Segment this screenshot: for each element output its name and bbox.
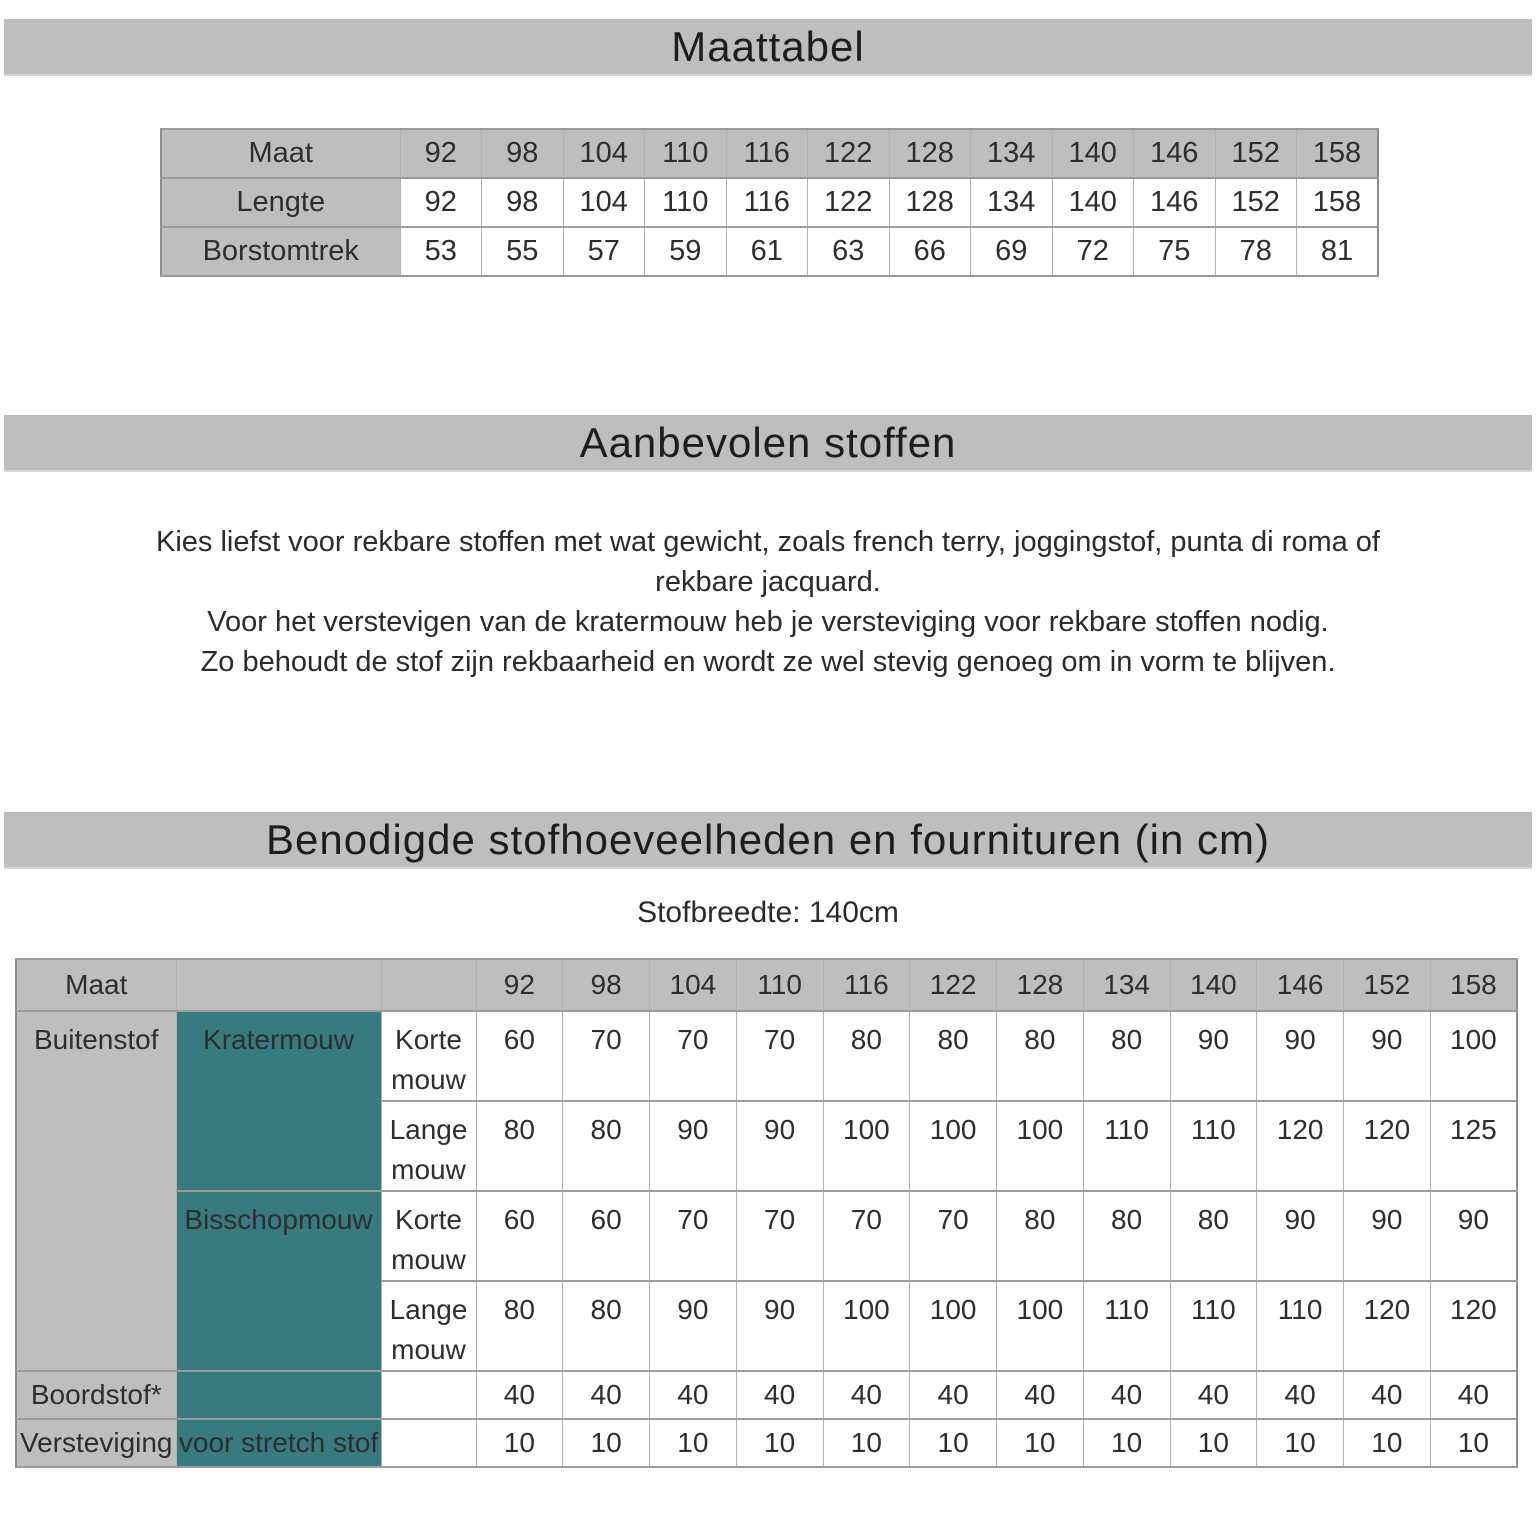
table-cell: 90 bbox=[1170, 1011, 1257, 1101]
table-cell: 40 bbox=[910, 1371, 997, 1419]
size-header-cell: 110 bbox=[645, 129, 727, 178]
table-cell: 80 bbox=[997, 1191, 1084, 1281]
size-header-cell: 146 bbox=[1257, 959, 1344, 1011]
boordstof-row bbox=[16, 1371, 1517, 1419]
table-cell: 116 bbox=[726, 178, 808, 227]
requirements-header-row bbox=[16, 959, 1517, 1011]
table-cell: 80 bbox=[476, 1281, 563, 1371]
kratermouw-label-cell: Kratermouw bbox=[176, 1011, 381, 1191]
table-cell: 10 bbox=[997, 1419, 1084, 1467]
table-cell: 120 bbox=[1344, 1281, 1431, 1371]
table-cell: 110 bbox=[1083, 1101, 1170, 1191]
fabric-width-subtitle: Stofbreedte: 140cm bbox=[637, 896, 899, 929]
sleeve-type-cell: Lange mouw bbox=[381, 1281, 476, 1371]
table-cell: 70 bbox=[823, 1191, 910, 1281]
table-cell: 60 bbox=[476, 1011, 563, 1101]
table-cell: 90 bbox=[1257, 1011, 1344, 1101]
table-cell: 90 bbox=[736, 1101, 823, 1191]
table-cell: 10 bbox=[563, 1419, 650, 1467]
section-title-maattabel: Maattabel bbox=[671, 22, 865, 70]
size-table-header-row bbox=[161, 129, 1378, 178]
table-cell: 80 bbox=[1083, 1011, 1170, 1101]
table-cell: 10 bbox=[1083, 1419, 1170, 1467]
table-cell: 140 bbox=[1052, 178, 1134, 227]
sleeve-type-cell: Korte mouw bbox=[381, 1011, 476, 1101]
table-cell: 59 bbox=[645, 227, 727, 276]
table-cell: 80 bbox=[476, 1101, 563, 1191]
table-cell: 80 bbox=[997, 1011, 1084, 1101]
table-cell: 60 bbox=[563, 1191, 650, 1281]
table-cell: 128 bbox=[889, 178, 971, 227]
table-cell: 40 bbox=[736, 1371, 823, 1419]
table-cell: 80 bbox=[1083, 1191, 1170, 1281]
table-cell: 75 bbox=[1134, 227, 1216, 276]
table-cell: 40 bbox=[476, 1371, 563, 1419]
table-cell: 70 bbox=[910, 1191, 997, 1281]
versteviging-label-cell: Versteviging bbox=[16, 1419, 176, 1467]
size-header-cell: 116 bbox=[726, 129, 808, 178]
table-cell: 63 bbox=[808, 227, 890, 276]
table-cell: 152 bbox=[1215, 178, 1297, 227]
table-cell: 90 bbox=[1430, 1191, 1517, 1281]
section-title-benodigd: Benodigde stofhoeveelheden en fournituren (in cm) bbox=[266, 815, 1270, 863]
table-cell: 110 bbox=[1257, 1281, 1344, 1371]
table-cell: 80 bbox=[1170, 1191, 1257, 1281]
table-cell: 70 bbox=[650, 1191, 737, 1281]
table-cell: 40 bbox=[1170, 1371, 1257, 1419]
paragraph-line: Kies liefst voor rekbare stoffen met wat gewicht, zoals french terry, joggingstof, punta di roma of bbox=[156, 526, 1380, 558]
table-cell: 70 bbox=[563, 1011, 650, 1101]
table-cell: 10 bbox=[1257, 1419, 1344, 1467]
table-cell: 10 bbox=[736, 1419, 823, 1467]
size-header-cell: 146 bbox=[1134, 129, 1216, 178]
section-banner-maattabel bbox=[4, 19, 1532, 76]
lengte-row bbox=[161, 178, 1378, 227]
bisschopmouw-korte-row bbox=[16, 1191, 1517, 1281]
section-title-stoffen: Aanbevolen stoffen bbox=[579, 418, 957, 466]
table-cell: 10 bbox=[1170, 1419, 1257, 1467]
corner-label-cell: Maat bbox=[16, 959, 176, 1011]
paragraph-line: Voor het verstevigen van de kratermouw heb je versteviging voor rekbare stoffen nodig. bbox=[207, 606, 1329, 638]
size-header-cell: 128 bbox=[997, 959, 1084, 1011]
size-header-cell: 98 bbox=[563, 959, 650, 1011]
table-cell: 53 bbox=[400, 227, 482, 276]
section-banner-benodigd bbox=[4, 812, 1532, 869]
table-cell: 55 bbox=[482, 227, 564, 276]
versteviging-note-cell: voor stretch stof bbox=[176, 1419, 381, 1467]
table-cell: 10 bbox=[1344, 1419, 1431, 1467]
table-cell: 110 bbox=[645, 178, 727, 227]
table-cell: 120 bbox=[1430, 1281, 1517, 1371]
table-cell: 10 bbox=[910, 1419, 997, 1467]
size-header-cell: 128 bbox=[889, 129, 971, 178]
table-cell: 90 bbox=[1344, 1191, 1431, 1281]
table-cell: 90 bbox=[1344, 1011, 1431, 1101]
table-cell: 125 bbox=[1430, 1101, 1517, 1191]
table-cell: 10 bbox=[476, 1419, 563, 1467]
table-cell: 110 bbox=[1170, 1281, 1257, 1371]
size-header-cell: 104 bbox=[650, 959, 737, 1011]
table-cell: 40 bbox=[650, 1371, 737, 1419]
paragraph-line: Zo behoudt de stof zijn rekbaarheid en wordt ze wel stevig genoeg om in vorm te blijven. bbox=[200, 646, 1336, 678]
size-header-cell: 158 bbox=[1430, 959, 1517, 1011]
buitenstof-label-cell: Buitenstof bbox=[16, 1011, 176, 1371]
size-header-cell: 152 bbox=[1215, 129, 1297, 178]
table-cell: 40 bbox=[823, 1371, 910, 1419]
table-cell: 90 bbox=[1257, 1191, 1344, 1281]
teal-empty-cell bbox=[176, 1371, 381, 1419]
table-cell: 90 bbox=[650, 1101, 737, 1191]
table-cell: 10 bbox=[650, 1419, 737, 1467]
table-cell: 100 bbox=[910, 1281, 997, 1371]
table-cell: 66 bbox=[889, 227, 971, 276]
empty-header-cell bbox=[176, 959, 381, 1011]
table-cell: 10 bbox=[823, 1419, 910, 1467]
size-header-cell: 110 bbox=[736, 959, 823, 1011]
size-header-cell: 92 bbox=[400, 129, 482, 178]
table-cell: 40 bbox=[1344, 1371, 1431, 1419]
empty-cell bbox=[381, 1371, 476, 1419]
table-cell: 70 bbox=[650, 1011, 737, 1101]
table-cell: 61 bbox=[726, 227, 808, 276]
size-header-cell: 134 bbox=[971, 129, 1053, 178]
table-cell: 10 bbox=[1430, 1419, 1517, 1467]
size-header-cell: 122 bbox=[910, 959, 997, 1011]
table-cell: 100 bbox=[823, 1101, 910, 1191]
table-cell: 158 bbox=[1297, 178, 1379, 227]
table-cell: 80 bbox=[563, 1101, 650, 1191]
table-cell: 100 bbox=[1430, 1011, 1517, 1101]
table-cell: 40 bbox=[997, 1371, 1084, 1419]
fabric-advice-paragraph bbox=[60, 522, 1476, 682]
size-header-cell: 98 bbox=[482, 129, 564, 178]
versteviging-row bbox=[16, 1419, 1517, 1467]
size-header-cell: 140 bbox=[1052, 129, 1134, 178]
sleeve-type-cell: Korte mouw bbox=[381, 1191, 476, 1281]
size-header-cell: 92 bbox=[476, 959, 563, 1011]
table-cell: 72 bbox=[1052, 227, 1134, 276]
size-header-cell: 158 bbox=[1297, 129, 1379, 178]
boordstof-label-cell: Boordstof* bbox=[16, 1371, 176, 1419]
requirements-table bbox=[15, 958, 1518, 1468]
sleeve-type-cell: Lange mouw bbox=[381, 1101, 476, 1191]
section-banner-stoffen bbox=[4, 415, 1532, 472]
table-cell: 60 bbox=[476, 1191, 563, 1281]
empty-header-cell bbox=[381, 959, 476, 1011]
table-cell: 100 bbox=[910, 1101, 997, 1191]
table-cell: 40 bbox=[1083, 1371, 1170, 1419]
size-header-cell: 140 bbox=[1170, 959, 1257, 1011]
table-cell: 104 bbox=[563, 178, 645, 227]
table-cell: 92 bbox=[400, 178, 482, 227]
kratermouw-korte-row bbox=[16, 1011, 1517, 1101]
size-table bbox=[160, 128, 1379, 277]
size-header-cell: 122 bbox=[808, 129, 890, 178]
table-cell: 80 bbox=[910, 1011, 997, 1101]
empty-cell bbox=[381, 1419, 476, 1467]
table-cell: 122 bbox=[808, 178, 890, 227]
table-cell: 120 bbox=[1257, 1101, 1344, 1191]
size-header-cell: 134 bbox=[1083, 959, 1170, 1011]
table-cell: 100 bbox=[997, 1281, 1084, 1371]
table-cell: 78 bbox=[1215, 227, 1297, 276]
size-header-cell: 104 bbox=[563, 129, 645, 178]
table-cell: 100 bbox=[997, 1101, 1084, 1191]
table-cell: 69 bbox=[971, 227, 1053, 276]
table-cell: 134 bbox=[971, 178, 1053, 227]
bisschopmouw-label-cell: Bisschopmouw bbox=[176, 1191, 381, 1371]
table-cell: 120 bbox=[1344, 1101, 1431, 1191]
table-cell: 146 bbox=[1134, 178, 1216, 227]
table-cell: 90 bbox=[736, 1281, 823, 1371]
borstomtrek-row bbox=[161, 227, 1378, 276]
size-header-cell: 152 bbox=[1344, 959, 1431, 1011]
table-cell: 70 bbox=[736, 1191, 823, 1281]
table-cell: 57 bbox=[563, 227, 645, 276]
size-header-cell: 116 bbox=[823, 959, 910, 1011]
table-cell: 110 bbox=[1083, 1281, 1170, 1371]
row-label-cell: Lengte bbox=[161, 178, 400, 227]
table-cell: 40 bbox=[563, 1371, 650, 1419]
table-cell: 100 bbox=[823, 1281, 910, 1371]
corner-label-cell: Maat bbox=[161, 129, 400, 178]
table-cell: 80 bbox=[823, 1011, 910, 1101]
table-cell: 80 bbox=[563, 1281, 650, 1371]
table-cell: 90 bbox=[650, 1281, 737, 1371]
table-cell: 70 bbox=[736, 1011, 823, 1101]
table-cell: 98 bbox=[482, 178, 564, 227]
row-label-cell: Borstomtrek bbox=[161, 227, 400, 276]
table-cell: 110 bbox=[1170, 1101, 1257, 1191]
table-cell: 81 bbox=[1297, 227, 1379, 276]
table-cell: 40 bbox=[1257, 1371, 1344, 1419]
table-cell: 40 bbox=[1430, 1371, 1517, 1419]
paragraph-line: rekbare jacquard. bbox=[655, 566, 881, 598]
